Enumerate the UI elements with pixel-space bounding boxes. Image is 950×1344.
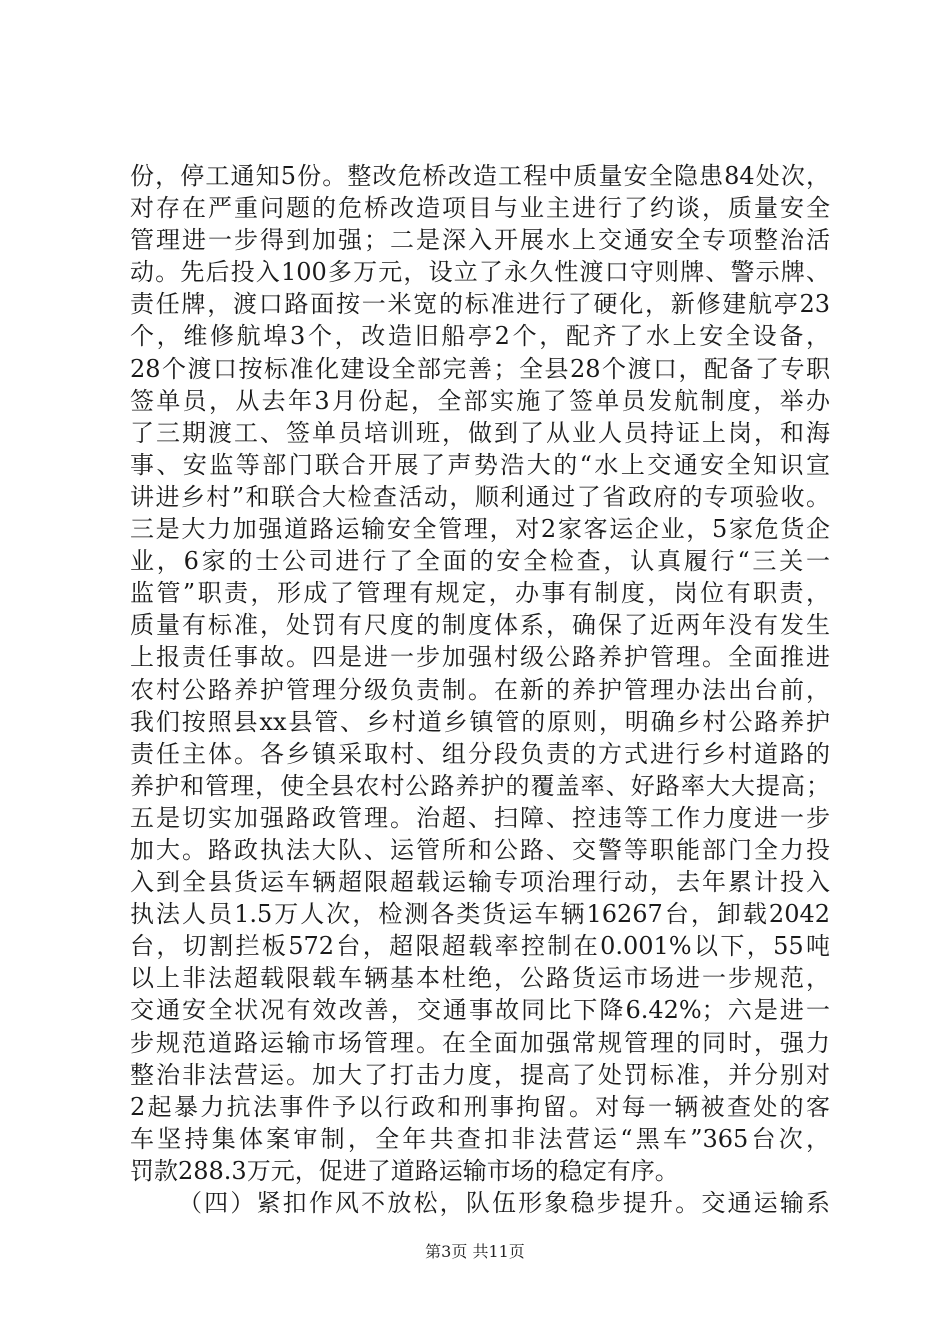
text-line: 责任牌，渡口路面按一米宽的标准进行了硬化，新修建航亭23 — [130, 290, 830, 319]
text-line: 步规范道路运输市场管理。在全面加强常规管理的同时，强力 — [130, 1028, 830, 1057]
text-line: 讲进乡村”和联合大检查活动，顺利通过了省政府的专项验收。 — [130, 482, 830, 511]
text-line: 动。先后投入100多万元，设立了永久性渡口守则牌、警示牌、 — [130, 258, 830, 287]
text-line: 养护和管理，使全县农村公路养护的覆盖率、好路率大大提高； — [130, 771, 830, 800]
text-line: 业，6家的士公司进行了全面的安全检查，认真履行“三关一 — [130, 547, 830, 576]
text-line: 车坚持集体案审制，全年共查扣非法营运“黑车”365台次， — [130, 1124, 830, 1153]
page-number-footer: 第3页 共11页 — [425, 1242, 525, 1261]
paragraph-first-line: （四）紧扣作风不放松，队伍形象稳步提升。交通运输系 — [178, 1189, 830, 1217]
text-line: 五是切实加强路政管理。治超、扫障、控违等工作力度进一步 — [130, 803, 830, 832]
text-line: 2起暴力抗法事件予以行政和刑事拘留。对每一辆被查处的客 — [130, 1092, 830, 1121]
text-line: 入到全县货运车辆超限超载运输专项治理行动，去年累计投入 — [130, 868, 830, 897]
text-line: 质量有标准，处罚有尺度的制度体系，确保了近两年没有发生 — [130, 611, 830, 640]
text-line: 执法人员1.5万人次，检测各类货运车辆16267台，卸载2042 — [130, 900, 830, 929]
text-line: 交通安全状况有效改善，交通事故同比下降6.42%；六是进一 — [130, 996, 830, 1025]
text-line: 我们按照县xx县管、乡村道乡镇管的原则，明确乡村公路养护 — [130, 707, 830, 736]
text-line: 以上非法超载限载车辆基本杜绝，公路货运市场进一步规范， — [130, 964, 830, 993]
text-line: 上报责任事故。四是进一步加强村级公路养护管理。全面推进 — [130, 643, 830, 672]
text-line: 事、安监等部门联合开展了声势浩大的“水上交通安全知识宣 — [130, 450, 830, 479]
text-line: 对存在严重问题的危桥改造项目与业主进行了约谈，质量安全 — [130, 194, 830, 223]
text-line: 农村公路养护管理分级负责制。在新的养护管理办法出台前， — [130, 675, 830, 704]
text-line: 三是大力加强道路运输安全管理，对2家客运企业，5家危货企 — [130, 515, 830, 544]
text-line: 28个渡口按标准化建设全部完善；全县28个渡口，配备了专职 — [130, 354, 830, 383]
text-line: 监管”职责，形成了管理有规定，办事有制度，岗位有职责， — [130, 579, 830, 608]
text-line: 签单员，从去年3月份起，全部实施了签单员发航制度，举办 — [130, 386, 830, 415]
text-line: 台，切割拦板572台，超限超载率控制在0.001%以下，55吨 — [130, 932, 830, 961]
text-line: 个，维修航埠3个，改造旧船亭2个，配齐了水上安全设备， — [130, 322, 830, 351]
text-line: 加大。路政执法大队、运管所和公路、交警等职能部门全力投 — [130, 835, 830, 864]
document-body — [130, 160, 830, 1219]
text-line: 份，停工通知5份。整改危桥改造工程中质量安全隐患84处次， — [130, 162, 830, 190]
paragraph — [130, 160, 830, 1187]
text-line: 责任主体。各乡镇采取村、组分段负责的方式进行乡村道路的 — [130, 739, 830, 768]
text-line: 整治非法营运。加大了打击力度，提高了处罚标准，并分别对 — [130, 1060, 830, 1089]
text-line: 罚款288.3万元，促进了道路运输市场的稳定有序。 — [130, 1156, 679, 1185]
text-line: 管理进一步得到加强；二是深入开展水上交通安全专项整治活 — [130, 226, 830, 255]
text-line: 了三期渡工、签单员培训班，做到了从业人员持证上岗，和海 — [130, 418, 830, 447]
